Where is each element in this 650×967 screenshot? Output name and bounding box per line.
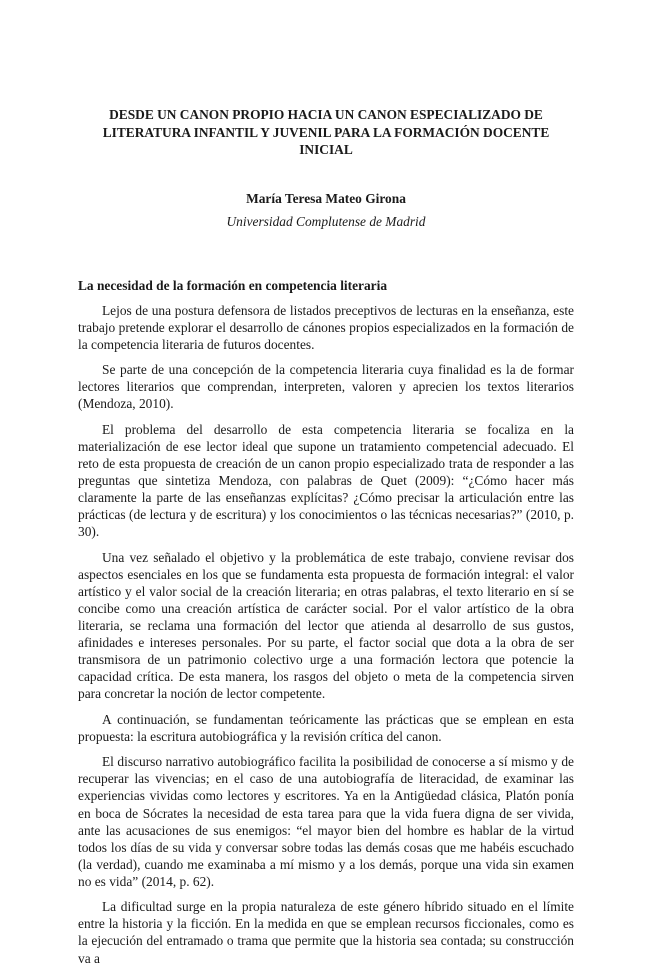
section-heading: La necesidad de la formación en competencia literaria xyxy=(78,277,388,293)
title-line-2: LITERATURA INFANTIL Y JUVENIL PARA LA FORMACIÓN DOCENTE xyxy=(102,124,550,140)
paragraph: Se parte de una concepción de la competencia literaria cuya finalidad es la de formar lectores literarios que comprendan, interpreten, valoren y aprecien los textos literarios (Mendoza, 2010). xyxy=(78,362,574,412)
title-line-3: INICIAL xyxy=(299,142,353,157)
document-page xyxy=(78,106,574,967)
paragraph: Una vez señalado el objetivo y la problemática de este trabajo, conviene revisar dos aspectos esenciales en los que se fundamenta esta propuesta de formación integral: el valor artístico y el valor social de la creación literaria; en otras palabras, el texto literario en sí se concibe como una creación artística de carácter social. Por el valor artístico de la obra literaria, se reclama una formación del lector que atienda al desarrollo de sus gustos, afinidades e intereses personales. Por su parte, el factor social que dota a la obra de ser transmisora de un patrimonio colectivo urge a una formación lectora que potencie la capacidad crítica. De esta manera, los rasgos del objeto o meta de la competencia sirven para concretar la noción de lector competente. xyxy=(78,549,574,702)
title-line-1: DESDE UN CANON PROPIO HACIA UN CANON ESPECIALIZADO DE xyxy=(109,107,543,122)
author-affiliation: Universidad Complutense de Madrid xyxy=(226,213,426,229)
author-name: María Teresa Mateo Girona xyxy=(246,190,406,206)
paragraph: El problema del desarrollo de esta competencia literaria se focaliza en la materialización de ese lector ideal que supone un tratamiento competencial adecuado. El reto de esta propuesta de creación de un canon propio especializado trata de responder a las preguntas que sintetiza Mendoza, con palabras de Quet (2009): “¿Cómo hacer más claramente la parte de las enseñanzas explícitas? ¿Cómo precisar la articulación entre las prácticas (de lectura y de escritura) y los conocimientos o las técnicas necesarias?” (2010, p. 30). xyxy=(78,421,574,540)
paragraph: Lejos de una postura defensora de listados preceptivos de lecturas en la enseñanza, este trabajo pretende explorar el desarrollo de cánones propios especializados en la formación de la competencia literaria de futuros docentes. xyxy=(78,302,574,352)
paper-title xyxy=(88,106,564,159)
paragraph: A continuación, se fundamentan teóricamente las prácticas que se emplean en esta propuesta: la escritura autobiográfica y la revisión crítica del canon. xyxy=(78,711,574,744)
paragraph: La dificultad surge en la propia naturaleza de este género híbrido situado en el límite entre la historia y la ficción. En la medida en que se emplean recursos ficcionales, como es la ejecución del entramado o trama que permite que la historia sea contada; su construcción va a xyxy=(78,899,574,966)
paragraph: El discurso narrativo autobiográfico facilita la posibilidad de conocerse a sí mismo y de recuperar las vivencias; en el caso de una autobiografía de literacidad, de examinar las experiencias vividas como lectores y escritores. Ya en la Antigüedad clásica, Platón ponía en boca de Sócrates la necesidad de esta tarea para que la vida fuera digna de ser vivida, ante las acusaciones de sus enemigos: “el mayor bien del hombre es hablar de la virtud todos los días de su vida y conversar sobre todas las demás cosas que me habéis escuchado (la verdad), cuando me examinaba a mí mismo y a los demás, porque una vida sin examen no es vida” (2014, p. 62). xyxy=(78,754,574,889)
